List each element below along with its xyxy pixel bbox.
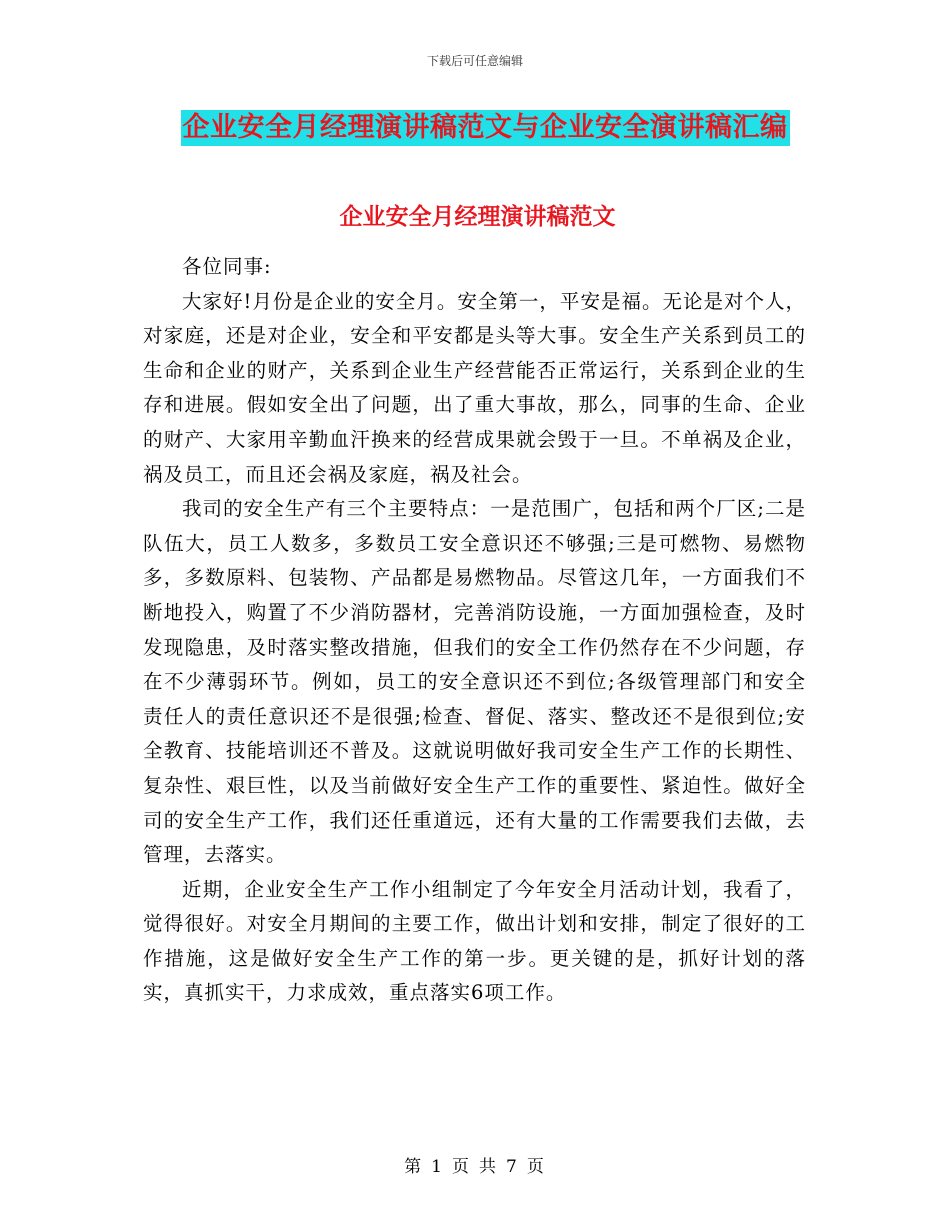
section-title: 企业安全月经理演讲稿范文 — [339, 203, 616, 230]
main-title-container — [0, 110, 950, 146]
greeting: 各位同事: — [182, 255, 272, 278]
paragraph-2: 我司的安全生产有三个主要特点：一是范围广，包括和两个厂区;二是队伍大，员工人数多，多数员工安全意识还不够强;三是可燃物、易燃物多，多数原料、包装物、产品都是易燃物品。尽管这几年，一方面我们不断地投入，购置了不少消防器材，完善消防设施，一方面加强检查，及时发现隐患，及时落实整改措施，但我们的安全工作仍然存在不少问题，存在不少薄弱环节。例如，员工的安全意识还不到位;各级管理部门和安全责任人的责任意识还不是很强;检查、督促、落实、整改还不是很到位;安全教育、技能培训还不普及。这就说明做好我司安全生产工作的长期性、复杂性、艰巨性，以及当前做好安全生产工作的重要性、紧迫性。做好全司的安全生产工作，我们还任重道远，还有大量的工作需要我们去做，去管理，去落实。 — [143, 497, 806, 867]
document-body — [143, 250, 806, 1011]
footer-total-word: 共 — [479, 1157, 498, 1177]
footer-total-pages: 7 — [506, 1157, 519, 1177]
header-note: 下载后可任意编辑 — [426, 54, 523, 68]
footer-page-word: 页 — [452, 1157, 471, 1177]
footer-current-page: 1 — [431, 1157, 444, 1177]
footer-prefix: 第 — [404, 1157, 424, 1177]
paragraph-1: 大家好!月份是企业的安全月。安全第一，平安是福。无论是对个人，对家庭，还是对企业，安全和平安都是头等大事。安全生产关系到员工的生命和企业的财产，关系到企业生产经营能否正常运行，关系到企业的生存和进展。假如安全出了问题，出了重大事故，那么，同事的生命、企业的财产、大家用辛勤血汗换来的经营成果就会毁于一旦。不单祸及企业，祸及员工，而且还会祸及家庭，祸及社会。 — [143, 289, 806, 486]
page-footer — [0, 1152, 950, 1177]
paragraph-3: 近期，企业安全生产工作小组制定了今年安全月活动计划，我看了，觉得很好。对安全月期间的主要工作，做出计划和安排，制定了很好的工作措施，这是做好安全生产工作的第一步。更关键的是，抓好计划的落实，真抓实干，力求成效，重点落实6项工作。 — [143, 877, 806, 1005]
footer-suffix: 页 — [526, 1157, 546, 1177]
main-title: 企业安全月经理演讲稿范文与企业安全演讲稿汇编 — [181, 110, 790, 146]
